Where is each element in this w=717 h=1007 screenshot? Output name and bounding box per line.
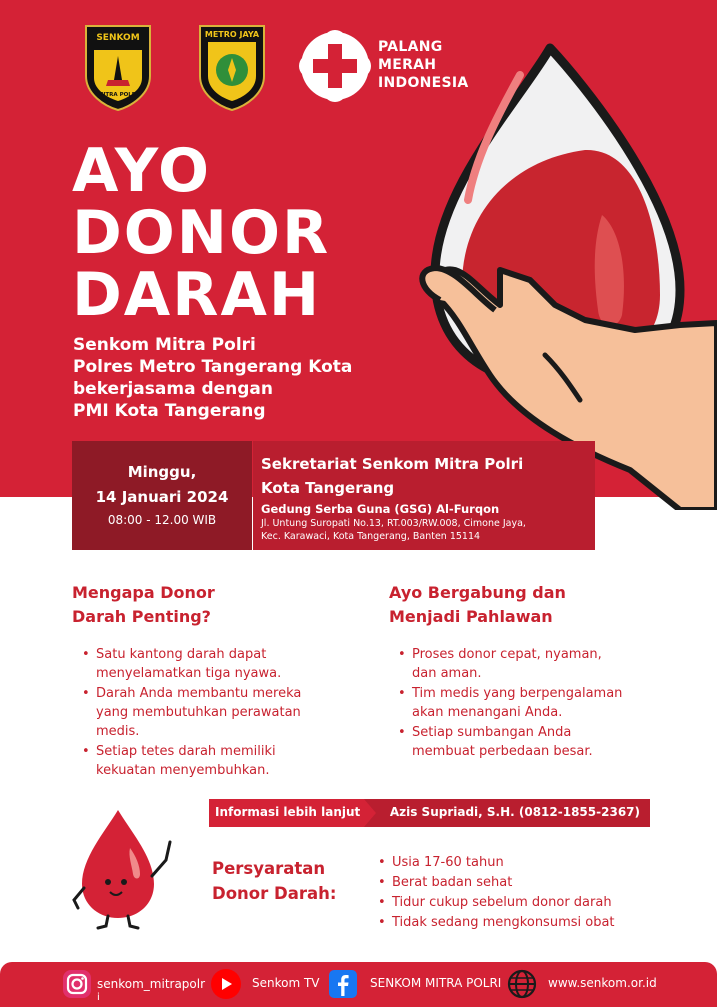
organizer-line: bekerjasama dengan bbox=[73, 379, 273, 399]
metro-jaya-logo bbox=[196, 20, 268, 112]
list-item bbox=[396, 723, 696, 761]
pmi-text-line: INDONESIA bbox=[378, 75, 469, 91]
venue-title: Kota Tangerang bbox=[261, 479, 395, 497]
event-day: Minggu, bbox=[127, 463, 197, 481]
headline-line: AYO bbox=[72, 136, 212, 206]
list-item-line: • Darah Anda membantu mereka bbox=[96, 686, 302, 701]
list-item-line: • Proses donor cepat, nyaman, bbox=[412, 647, 602, 662]
contact-info-bar bbox=[209, 799, 650, 827]
venue-building: Gedung Serba Guna (GSG) Al-Furqon bbox=[261, 502, 500, 516]
facebook-link[interactable] bbox=[328, 962, 502, 1007]
requirements-title-line: Donor Darah: bbox=[212, 884, 337, 903]
list-item bbox=[80, 645, 370, 683]
list-item bbox=[396, 684, 696, 722]
contact-info-label: Informasi lebih lanjut bbox=[215, 805, 361, 819]
youtube-link[interactable] bbox=[210, 962, 325, 1007]
facebook-icon bbox=[328, 969, 358, 1003]
list-item-line: • Tim medis yang berpengalaman bbox=[412, 686, 623, 701]
list-item-line: • Setiap sumbangan Anda bbox=[412, 725, 572, 740]
globe-icon bbox=[506, 969, 538, 1003]
why-title-line: Mengapa Donor bbox=[72, 583, 215, 602]
venue-address: Jl. Untung Suropati No.13, RT.003/RW.008, Cimone Jaya, bbox=[261, 518, 526, 529]
instagram-icon bbox=[62, 969, 92, 1003]
join-list bbox=[396, 645, 696, 762]
list-item-line: • Berat badan sehat bbox=[392, 875, 513, 890]
why-list bbox=[80, 645, 370, 781]
list-item-line: medis. bbox=[96, 724, 140, 739]
requirements-list bbox=[376, 853, 676, 933]
list-item bbox=[80, 684, 370, 741]
list-item-line: dan aman. bbox=[412, 666, 482, 681]
event-venue-box bbox=[253, 441, 595, 550]
metro-jaya-logo-text: METRO JAYA bbox=[204, 30, 260, 39]
join-title-line: Menjadi Pahlawan bbox=[389, 607, 553, 626]
list-item-line: akan menangani Anda. bbox=[412, 705, 563, 720]
facebook-page: SENKOM MITRA POLRI bbox=[370, 976, 502, 990]
list-item-line: • Setiap tetes darah memiliki bbox=[96, 744, 276, 759]
list-item-line: • Tidur cukup sebelum donor darah bbox=[392, 895, 612, 910]
list-item bbox=[376, 873, 676, 892]
website-url: www.senkom.or.id bbox=[548, 976, 657, 990]
venue-address: Kec. Karawaci, Kota Tangerang, Banten 15114 bbox=[261, 531, 481, 542]
pmi-text-line: PALANG bbox=[378, 39, 443, 55]
headline bbox=[72, 136, 331, 330]
headline-line: DARAH bbox=[72, 260, 322, 330]
join-title-line: Ayo Bergabung dan bbox=[389, 583, 566, 602]
instagram-handle-wrap: i bbox=[97, 992, 100, 1003]
event-time: 08:00 - 12.00 WIB bbox=[107, 513, 217, 527]
organizer-line: Senkom Mitra Polri bbox=[73, 335, 256, 355]
pmi-text-line: MERAH bbox=[378, 57, 437, 73]
event-datetime-box bbox=[72, 441, 252, 550]
venue-title: Sekretariat Senkom Mitra Polri bbox=[261, 455, 524, 473]
list-item-line: menyelamatkan tiga nyawa. bbox=[96, 666, 282, 681]
requirements-title-line: Persyaratan bbox=[212, 859, 326, 878]
senkom-logo bbox=[82, 20, 154, 112]
youtube-channel: Senkom TV bbox=[252, 976, 320, 990]
requirements-title bbox=[212, 856, 336, 906]
contact-person: Azis Supriadi, S.H. (0812-1855-2367) bbox=[389, 805, 640, 819]
organizer-line: Polres Metro Tangerang Kota bbox=[73, 357, 353, 377]
why-title-line: Darah Penting? bbox=[72, 607, 211, 626]
footer bbox=[0, 962, 717, 1007]
list-item bbox=[376, 893, 676, 912]
list-item-line: • Usia 17-60 tahun bbox=[392, 855, 504, 870]
blood-drop-mascot-icon bbox=[70, 808, 180, 937]
hand-holding-blood-bag-icon bbox=[380, 40, 717, 510]
join-title bbox=[389, 581, 566, 629]
list-item bbox=[376, 913, 676, 932]
why-title bbox=[72, 581, 215, 629]
list-item-line: yang membutuhkan perawatan bbox=[96, 705, 301, 720]
pmi-logo-text bbox=[378, 38, 469, 92]
youtube-icon bbox=[210, 969, 242, 1003]
list-item-line: • Satu kantong darah dapat bbox=[96, 647, 267, 662]
senkom-logo-top-text: SENKOM bbox=[96, 33, 140, 43]
website-link[interactable] bbox=[506, 962, 666, 1007]
list-item bbox=[376, 853, 676, 872]
list-item bbox=[396, 645, 696, 683]
list-item-line: kekuatan menyembuhkan. bbox=[96, 763, 270, 778]
instagram-link[interactable] bbox=[62, 962, 212, 1007]
instagram-handle: senkom_mitrapolr bbox=[97, 977, 206, 991]
list-item bbox=[80, 742, 370, 780]
event-date: 14 Januari 2024 bbox=[95, 488, 229, 506]
pmi-cross-icon bbox=[299, 30, 371, 102]
senkom-logo-bottom-text: MITRA POLRI bbox=[97, 92, 139, 98]
headline-line: DONOR bbox=[72, 198, 331, 268]
organizer-line: PMI Kota Tangerang bbox=[73, 401, 266, 421]
list-item-line: membuat perbedaan besar. bbox=[412, 744, 593, 759]
list-item-line: • Tidak sedang mengkonsumsi obat bbox=[392, 915, 615, 930]
organizers bbox=[73, 334, 352, 422]
